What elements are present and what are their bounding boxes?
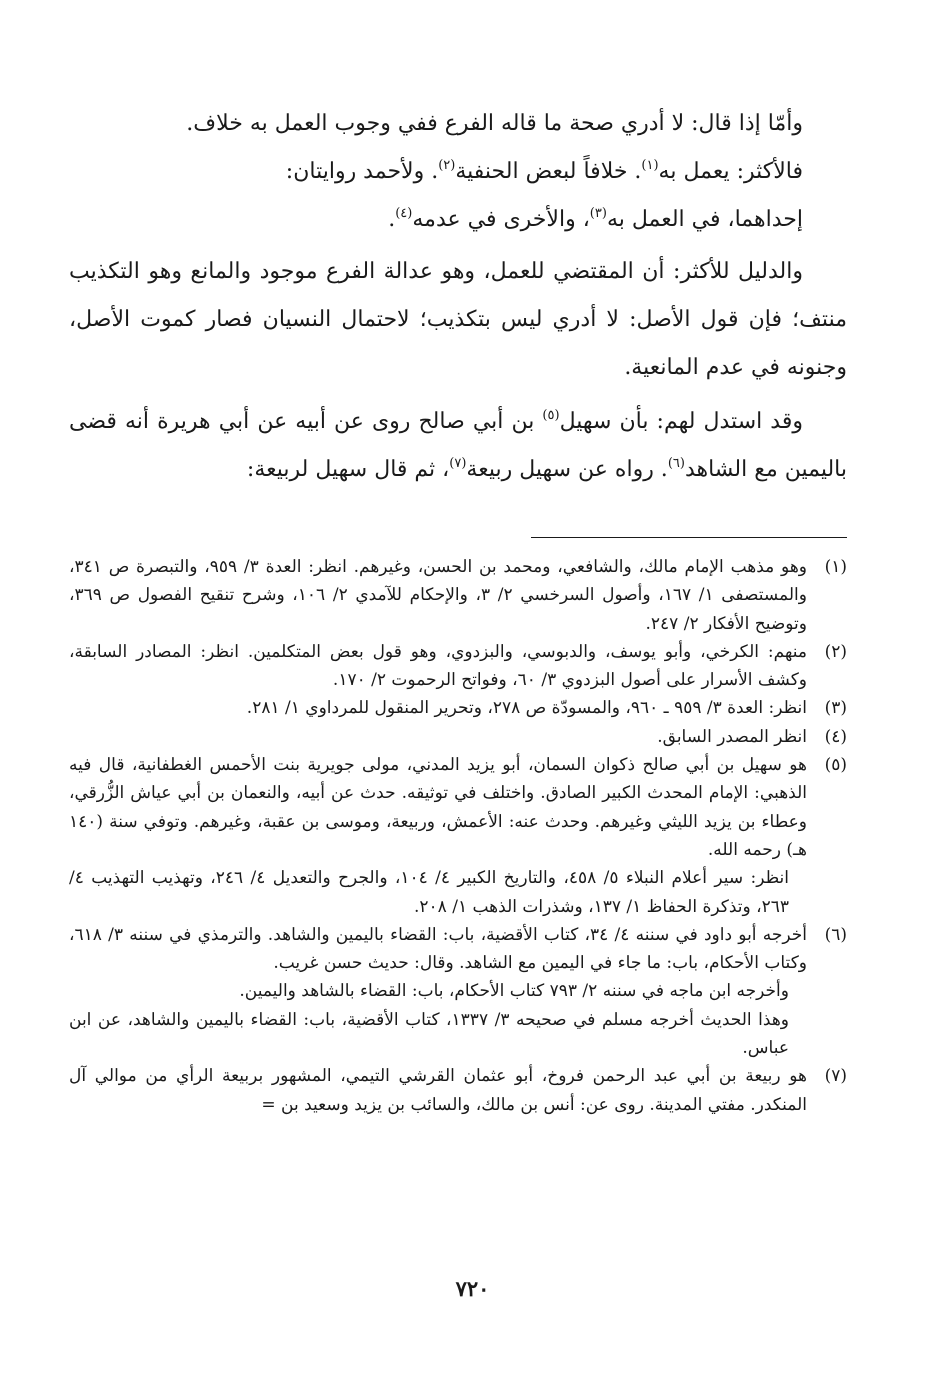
footnote-text: وهو مذهب الإمام مالك، والشافعي، ومحمد بن الحسن، وغيرهم. انظر: العدة ٣/ ٩٥٩، والتبصرة ص ٣٤١، والمستصفى ١/ ١٦٧، وأصول السرخسي ٢/ ٣، والإحكام للآمدي ٢/ ١٠٦، وشرح تنقيح الفصول ص ٣٦٩، وتوضيح الأفكار ٢/ ٢٤٧.: [69, 557, 807, 634]
main-line: [69, 100, 847, 148]
footnote-ref[interactable]: (٤): [395, 206, 413, 221]
footnote: [69, 921, 847, 1062]
main-text-run: . رواه عن سهيل ربيعة: [466, 457, 668, 482]
main-text-run: ، ثم قال سهيل لربيعة:: [246, 457, 450, 482]
main-text-run: بن أبي صالح روى عن أبيه عن أبي هريرة أنه قضى باليمين مع الشاهد: [69, 409, 847, 482]
main-paragraph: والدليل للأكثر: أن المقتضي للعمل، وهو عدالة الفرع موجود والمانع وهو التكذيب منتف؛ فإن قول الأصل: لا أدري ليس بتكذيب؛ لاحتمال النسيان فصار كموت الأصل، وجنونه في عدم المانعية.: [69, 259, 847, 380]
footnote-body: [69, 1062, 807, 1119]
main-text-run: إحداهما، في العمل به: [606, 207, 803, 232]
footnote-text: أخرجه أبو داود في سننه ٤/ ٣٤، كتاب الأقضية، باب: القضاء باليمين والشاهد. والترمذي في سننه ٣/ ٦١٨، وكتاب الأحكام، باب: ما جاء في اليمين مع الشاهد. وقال: حديث حسن غريب.: [69, 924, 807, 974]
footnote-text: وهذا الحديث أخرجه مسلم في صحيحه ٣/ ١٣٣٧، كتاب الأقضية، باب: القضاء باليمين والشاهد، عن ابن عباس.: [69, 1009, 789, 1059]
main-paragraph: [69, 398, 847, 494]
footnote-ref[interactable]: (٧): [449, 456, 467, 471]
main-text-run: وقد استدل لهم: بأن سهيل: [559, 409, 803, 434]
footnote-body: [69, 553, 807, 638]
footnote-body: [69, 694, 807, 722]
footnotes: [69, 553, 847, 1119]
footnote: [69, 723, 847, 751]
footnote-body: [69, 921, 807, 1062]
footnote-separator: [531, 537, 847, 538]
footnote-ref[interactable]: (٥): [542, 408, 560, 423]
footnote-ref[interactable]: (٦): [667, 456, 685, 471]
main-text-run: وأمّا إذا قال: لا أدري صحة ما قاله الفرع ففي وجوب العمل به خلاف.: [186, 111, 803, 136]
footnote-body: [69, 723, 807, 751]
footnote-text: هو ربيعة بن أبي عبد الرحمن فروخ، أبو عثمان القرشي التيمي، المشهور بربيعة الرأي من موالي آل المنكدر. مفتي المدينة. روى عن: أنس بن مالك، والسائب بن يزيد وسعيد بن =: [69, 1066, 807, 1115]
footnote: [69, 1062, 847, 1119]
footnote-ref[interactable]: (٣): [589, 206, 607, 221]
main-text-run: .: [388, 207, 396, 232]
main-line: [69, 196, 847, 244]
footnote-body: [69, 638, 807, 695]
footnote-text: انظر: العدة ٣/ ٩٥٩ ـ ٩٦٠، والمسودّة ص ٢٧٨، وتحرير المنقول للمرداوي ١/ ٢٨١.: [246, 698, 807, 719]
footnote: [69, 751, 847, 921]
footnote: [69, 553, 847, 638]
main-text-run: فالأكثر: يعمل به: [658, 159, 803, 184]
footnote-number: (٥): [824, 755, 847, 776]
main-text-run: . خلافاً لبعض الحنفية: [455, 159, 642, 184]
main-text-run: ، والأخرى في عدمه: [412, 207, 590, 232]
main-line: [69, 148, 847, 196]
main-text: [69, 100, 847, 494]
footnote-text: هو سهيل بن أبي صالح ذكوان السمان، أبو يزيد المدني، مولى جويرية بنت الأحمس الغطفانية، قال فيه الذهبي: الإمام المحدث الكبير الصادق. واختلف في توثيقه. حدث عن أبيه، والنعمان بن أبي عياش الزُّرقي، وعطاء بن يزيد الليثي وغيرهم. وحدث عنه: الأعمش، وربيعة، وموسى بن عقبة، وغيرهم. وتوفي سنة (١٤٠ هـ) رحمه الله.: [69, 755, 807, 860]
footnote-number: (٦): [824, 924, 847, 945]
footnote: [69, 638, 847, 695]
footnote-text: انظر: سير أعلام النبلاء ٥/ ٤٥٨، والتاريخ الكبير ٤/ ١٠٤، والجرح والتعديل ٤/ ٢٤٦، وتهذيب التهذيب ٤/ ٢٦٣، وتذكرة الحفاظ ١/ ١٣٧، وشذرات الذهب ١/ ٢٠٨.: [69, 868, 789, 917]
footnote-text: منهم: الكرخي، وأبو يوسف، والدبوسي، والبزدوي، وهو قول بعض المتكلمين. انظر: المصادر السابقة، وكشف الأسرار على أصول البزدوي ٣/ ٦٠، وفواتح الرحموت ٢/ ١٧٠.: [69, 641, 807, 691]
footnote-text: وأخرجه ابن ماجه في سننه ٢/ ٧٩٣ كتاب الأحكام، باب: القضاء بالشاهد واليمين.: [239, 981, 789, 1002]
footnote-body: [69, 751, 807, 921]
footnote-number: (٣): [824, 698, 847, 719]
footnote-number: (٢): [824, 641, 847, 662]
footnote-number: (٧): [824, 1066, 847, 1087]
footnote: [69, 694, 847, 722]
footnote-ref[interactable]: (١): [641, 158, 659, 173]
footnote-text: انظر المصدر السابق.: [657, 726, 807, 747]
footnote-ref[interactable]: (٢): [438, 158, 456, 173]
footnote-number: (١): [824, 557, 847, 577]
main-text-run: . ولأحمد روايتان:: [285, 159, 439, 184]
page-number: ٧٢٠: [455, 1276, 490, 1301]
footnote-number: (٤): [824, 726, 847, 747]
